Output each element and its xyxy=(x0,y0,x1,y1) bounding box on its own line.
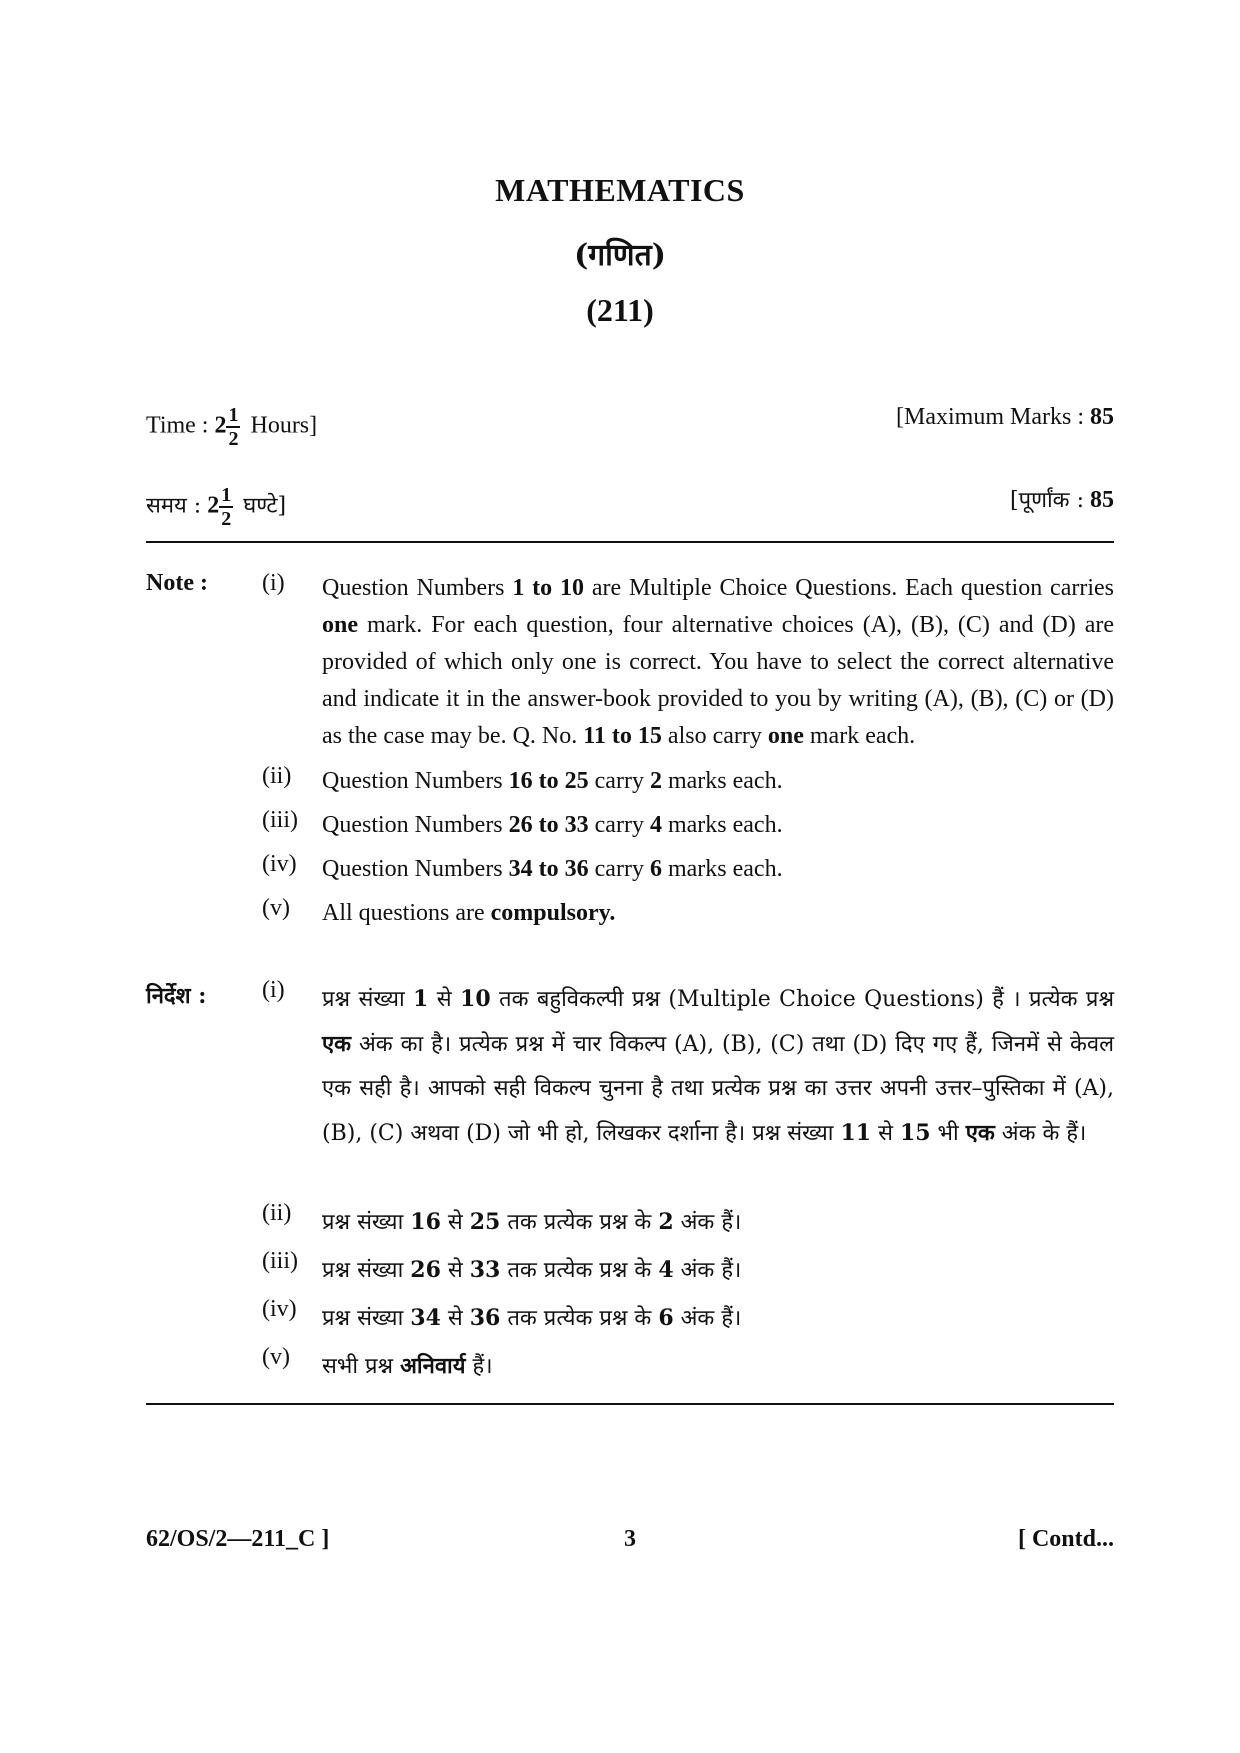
page-title: MATHEMATICS xyxy=(495,172,745,208)
item-number: (iii) xyxy=(262,1248,298,1274)
fraction-numerator: 1 xyxy=(221,484,232,506)
max-marks-english xyxy=(896,404,1114,431)
item-number: (iv) xyxy=(262,851,297,877)
item-text: सभी प्रश्न अनिवार्य हैं। xyxy=(322,1353,493,1379)
fraction-denominator: 2 xyxy=(221,508,232,530)
time-whole: 2 xyxy=(214,412,227,439)
time-whole-hi: 2 xyxy=(207,492,220,519)
note-label-hindi: निर्देश : xyxy=(146,983,207,1009)
time-english xyxy=(146,404,317,450)
item-text: All questions are compulsory. xyxy=(322,900,616,926)
item-number: (v) xyxy=(262,895,290,921)
time-label: Time : xyxy=(146,412,209,439)
time-hindi xyxy=(146,484,286,530)
item-text: Question Numbers 16 to 25 carry 2 marks each. xyxy=(322,768,783,794)
max-marks-hindi xyxy=(1010,484,1114,514)
time-unit-hi: घण्टे] xyxy=(243,493,287,519)
item-text: Question Numbers 26 to 33 carry 4 marks each. xyxy=(322,812,783,838)
continued-label: [ Contd... xyxy=(1017,1526,1114,1552)
divider-top xyxy=(146,541,1114,543)
time-marks-hindi xyxy=(146,472,1114,532)
marks-value: 85 xyxy=(1090,404,1114,430)
item-text: प्रश्न संख्या 1 से 10 तक बहुविकल्पी प्रश्न (Multiple Choice Questions) हैं । प्रत्येक प्रश्न एक अंक का है। प्रत्येक प्रश्न में चार विकल्प (A), (B), (C) तथा (D) दिए गए हैं, जिनमें से केवल एक सही है। आपको सही विकल्प चुनना है तथा प्रत्येक प्रश्न का उत्तर अपनी उत्तर–पुस्तिका में (A), (B), (C) अथवा (D) जो भी हो, लिखकर दर्शाना है। प्रश्न संख्या 11 से 15 भी एक अंक के हैं। xyxy=(322,986,1115,1146)
time-fraction xyxy=(226,404,240,450)
marks-label: [Maximum Marks : xyxy=(896,404,1084,430)
subject-hindi: (गणित) xyxy=(574,238,666,273)
item-number: (iii) xyxy=(262,807,298,833)
time-fraction-hi xyxy=(219,484,233,530)
item-text: प्रश्न संख्या 34 से 36 तक प्रत्येक प्रश्न के 6 अंक हैं। xyxy=(322,1305,742,1331)
time-marks-english xyxy=(146,392,1114,452)
fraction-numerator: 1 xyxy=(228,404,239,426)
time-unit: Hours] xyxy=(250,412,318,439)
item-number: (iv) xyxy=(262,1296,297,1322)
item-text: प्रश्न संख्या 26 से 33 तक प्रत्येक प्रश्न के 4 अंक हैं। xyxy=(322,1257,742,1283)
item-text: Question Numbers 1 to 10 are Multiple Choice Questions. Each question carries one mark. For each question, four alternative choices (A), (B), (C) and (D) are provided of which only one is correct. You have to select the correct alternative and indicate it in the answer-book provided to you by writing (A), (B), (C) or (D) as the case may be. Q. No. 11 to 15 also carry one mark each. xyxy=(322,575,1114,749)
divider-bottom xyxy=(146,1403,1114,1405)
item-text: प्रश्न संख्या 16 से 25 तक प्रत्येक प्रश्न के 2 अंक हैं। xyxy=(322,1209,742,1235)
paper-code: 62/OS/2—211_C ] xyxy=(146,1526,330,1552)
item-number: (ii) xyxy=(262,763,292,789)
item-number: (v) xyxy=(262,1344,290,1370)
fraction-denominator: 2 xyxy=(228,428,239,450)
marks-value-hi: 85 xyxy=(1090,487,1114,513)
marks-label-hi: [पूर्णांक : xyxy=(1010,488,1084,513)
note-label: Note : xyxy=(146,570,208,596)
subject-code: (211) xyxy=(586,292,654,328)
item-number: (i) xyxy=(262,977,285,1003)
time-label-hi: समय : xyxy=(146,493,202,519)
item-number: (i) xyxy=(262,570,285,596)
item-text: Question Numbers 34 to 36 carry 6 marks each. xyxy=(322,856,783,882)
page-number: 3 xyxy=(624,1526,636,1552)
item-number: (ii) xyxy=(262,1200,292,1226)
